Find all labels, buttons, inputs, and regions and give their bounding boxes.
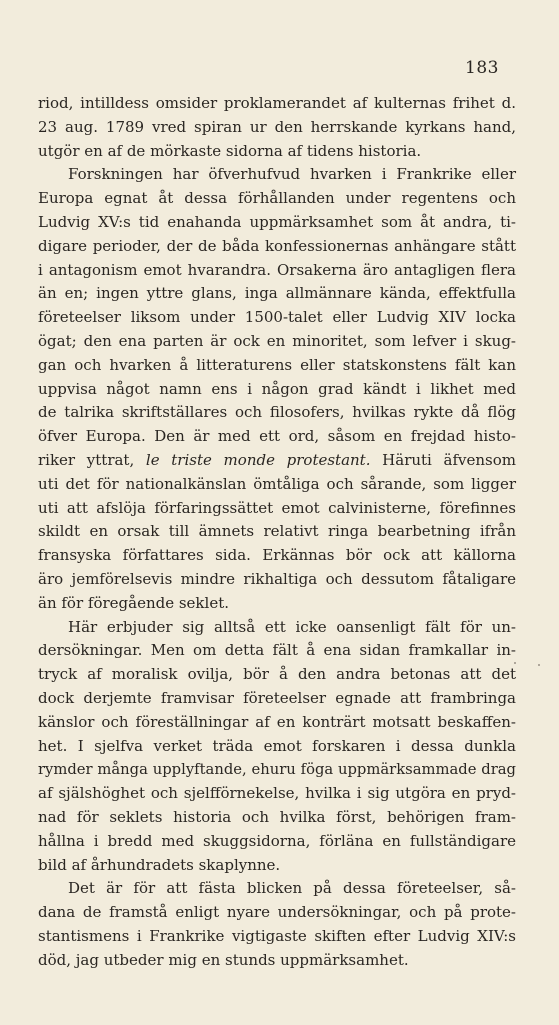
text-run: Häruti äfvensom — [370, 450, 516, 469]
text-line: känslor och föreställningar af en konträrt motsatt beskaffen- — [38, 712, 516, 731]
text-line: död, jag utbeder mig en stunds uppmärksamhet. — [38, 950, 409, 969]
text-line: ögat; den ena parten är ock en minoritet, som lefver i skug- — [38, 331, 516, 350]
text-line: bild af århundradets skaplynne. — [38, 855, 281, 874]
text-line: hållna i bredd med skuggsidorna, förläna en fullständigare — [38, 831, 516, 850]
text-line: Europa egnat åt dessa förhållanden under regentens och — [38, 189, 516, 208]
text-line: skildt en orsak till ämnets relativt ringa bearbetning ifrån — [38, 522, 516, 541]
text-line: tryck af moralisk ovilja, bör å den andra betonas att det — [38, 665, 516, 684]
text-line — [38, 449, 516, 473]
paper-speck — [514, 662, 516, 664]
text-line: uti att afslöja förfaringssättet emot calvinisterne, förefinnes — [38, 498, 516, 517]
text-line: Ludvig XV:s tid enahanda uppmärksamhet som åt andra, ti- — [38, 212, 516, 231]
text-line: het. I sjelfva verket träda emot forskaren i dessa dunkla — [38, 736, 516, 755]
paragraph — [38, 877, 516, 972]
text-line: riod, intilldess omsider proklamerandet af kulternas frihet d. — [38, 94, 516, 112]
paragraph — [38, 616, 516, 878]
page-number: 183 — [465, 58, 499, 78]
text-line: af själshöghet och sjelfförnekelse, hvilka i sig utgöra en pryd- — [38, 784, 516, 803]
text-line: nad för seklets historia och hvilka först, behörigen fram- — [38, 807, 516, 826]
text-line: företeelser liksom under 1500-talet eller Ludvig XIV locka — [38, 308, 516, 327]
text-line: dana de framstå enligt nyare undersökningar, och på prote- — [38, 903, 516, 922]
text-line: gan och hvarken å litteraturens eller statskonstens fält kan — [38, 355, 516, 374]
text-line: uppvisa något namn ens i någon grad kändt i likhet med — [38, 379, 516, 398]
text-line: Här erbjuder sig alltså ett icke oansenligt fält för un- — [68, 617, 516, 636]
text-line: uti det för nationalkänslan ömtåliga och sårande, som ligger — [38, 474, 516, 493]
italic-phrase: le triste monde protestant. — [145, 450, 371, 469]
text-line: fransyska författares sida. Erkännas bör ock att källorna — [38, 546, 516, 565]
text-line: öfver Europa. Den är med ett ord, såsom en frejdad histo- — [38, 427, 516, 446]
text-line: 23 aug. 1789 vred spiran ur den herrskande kyrkans hand, — [38, 117, 516, 136]
paragraph — [38, 163, 516, 615]
text-line: digare perioder, der de båda konfessionernas anhängare stått — [38, 236, 516, 255]
text-line: än en; ingen yttre glans, inga allmännare kända, effektfulla — [38, 284, 516, 303]
text-line: dersökningar. Men om detta fält å ena sidan framkallar in- — [38, 641, 516, 660]
text-line: stantismens i Frankrike vigtigaste skiften efter Ludvig XIV:s — [38, 926, 516, 945]
text-line: Det är för att fästa blicken på dessa företeelser, så- — [68, 879, 516, 898]
text-line: i antagonism emot hvarandra. Orsakerna äro antagligen flera — [38, 260, 516, 279]
text-line: utgör en af de mörkaste sidorna af tidens historia. — [38, 141, 422, 160]
paragraph — [38, 92, 516, 163]
text-line: äro jemförelsevis mindre rikhaltiga och dessutom fåtaligare — [38, 569, 516, 588]
paper-speck — [538, 664, 540, 666]
body-text — [38, 92, 516, 972]
text-line: Forskningen har öfverhufvud hvarken i Frankrike eller — [68, 165, 516, 184]
text-run: riker yttrat, — [38, 450, 146, 469]
text-line: än för föregående seklet. — [38, 593, 229, 612]
text-line: dock derjemte framvisar företeelser egnade att frambringa — [38, 688, 516, 707]
text-line: de talrika skriftställares och filosofers, hvilkas rykte då flög — [38, 403, 516, 422]
text-line: rymder många upplyftande, ehuru föga uppmärksammade drag — [38, 761, 516, 779]
